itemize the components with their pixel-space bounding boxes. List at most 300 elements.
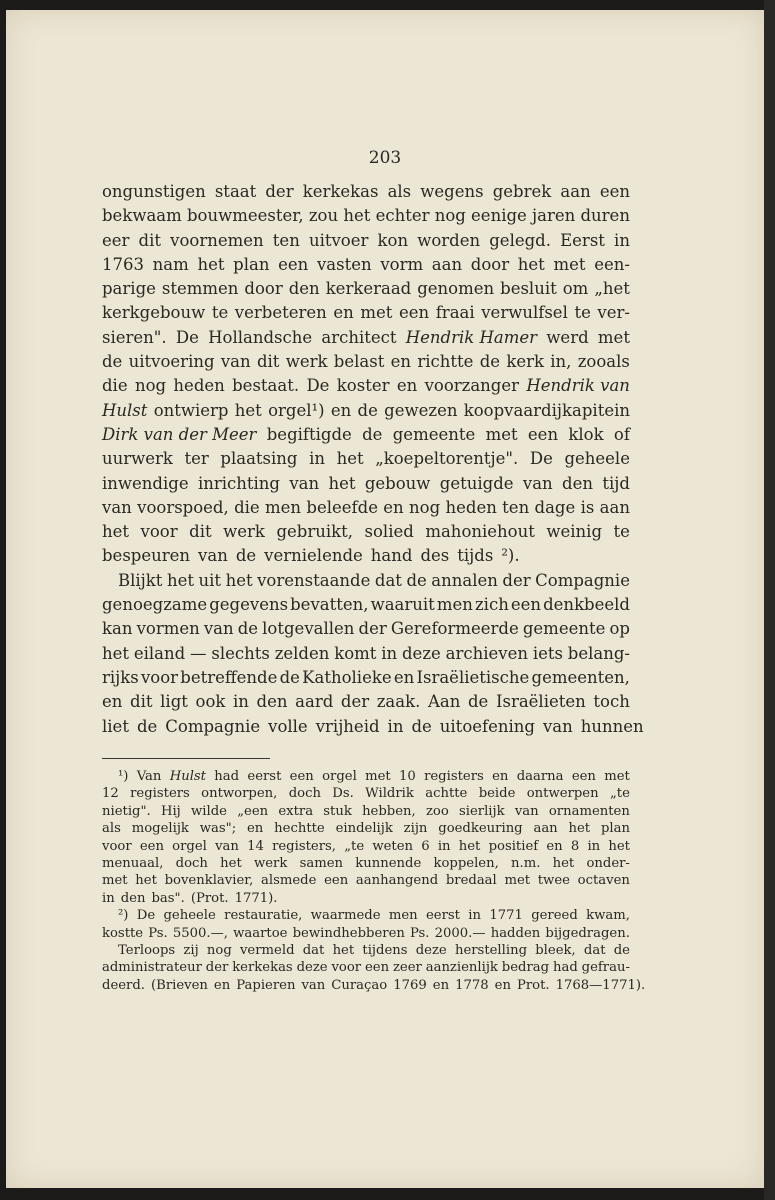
word: De — [306, 376, 330, 396]
word: volle — [268, 716, 308, 736]
word: nog — [409, 497, 441, 517]
word: slechts — [211, 643, 270, 663]
word: Hij — [160, 803, 181, 819]
word: deerd. — [102, 977, 145, 993]
word: dit — [130, 692, 153, 712]
word: zeer — [392, 960, 422, 976]
word: nam — [152, 254, 189, 274]
word: vorm — [380, 254, 424, 274]
word: jaren — [532, 206, 576, 226]
word: beleefde — [306, 497, 378, 517]
word: eer — [102, 230, 130, 250]
word: 10 — [399, 769, 416, 784]
word: voor — [331, 960, 362, 976]
word: gebouw — [364, 473, 431, 493]
word: het — [332, 942, 355, 958]
word: en — [393, 667, 415, 687]
word: koster — [336, 376, 390, 396]
word: koppelen, — [433, 855, 499, 871]
word: ²). — [501, 546, 520, 566]
word: besluit — [500, 279, 557, 299]
word: bas". — [151, 890, 185, 906]
word: eerst — [247, 769, 282, 784]
word: uit — [198, 570, 222, 590]
word: het — [343, 206, 371, 226]
footnote-rule — [102, 758, 270, 759]
word: verwulfsel — [481, 303, 568, 323]
text-line — [102, 277, 630, 301]
word: en — [396, 376, 418, 396]
word: der — [205, 960, 229, 976]
word: deze — [415, 942, 447, 958]
word: orgel¹) — [268, 400, 325, 420]
word: belast — [333, 352, 385, 372]
word: kunnende — [355, 855, 422, 871]
word: hand — [370, 546, 413, 566]
text-line — [102, 715, 644, 739]
word: ten — [502, 497, 530, 517]
word: het — [197, 254, 225, 274]
word: ook — [195, 692, 226, 712]
word: Terloops — [118, 942, 176, 958]
word: zich — [474, 595, 509, 615]
word: Israëlieten — [495, 692, 586, 712]
footnotes — [102, 768, 646, 994]
text-line — [102, 544, 630, 568]
word: ongunstigen — [102, 182, 206, 201]
word: plan — [600, 821, 630, 837]
word: belang- — [567, 643, 630, 663]
word: Aan — [427, 692, 461, 712]
word: 6 — [421, 838, 430, 854]
word: met — [553, 254, 586, 274]
word: de — [479, 352, 501, 372]
word: geheele — [163, 908, 216, 924]
word: De — [175, 327, 199, 347]
word: het — [608, 838, 630, 854]
word: de — [136, 716, 158, 736]
word: staat — [214, 182, 257, 201]
word: de — [362, 424, 383, 444]
word: waarmede — [310, 908, 381, 924]
word: „te — [344, 838, 365, 854]
word: met — [604, 769, 630, 784]
word: te — [211, 303, 229, 323]
word: duren — [580, 206, 630, 226]
word: te — [613, 522, 630, 542]
word: het — [166, 570, 194, 590]
word: verbeteren — [234, 303, 327, 323]
word: het — [220, 855, 242, 871]
word: en — [213, 977, 231, 993]
word: door — [244, 279, 283, 299]
word: als — [387, 182, 412, 201]
word: is — [580, 497, 595, 517]
word: een- — [594, 254, 630, 274]
text-line — [102, 472, 630, 496]
word: octaven — [577, 873, 630, 889]
word: die — [102, 376, 128, 396]
word: met — [365, 769, 391, 784]
footnote-line — [102, 803, 630, 820]
binding-edge — [764, 0, 775, 1200]
word: Hendrik Hamer — [405, 327, 538, 347]
word: de — [411, 716, 432, 736]
word: Ds. — [332, 786, 354, 802]
word: en — [546, 838, 563, 854]
word: aan — [560, 182, 591, 201]
word: uitvoer — [308, 230, 369, 250]
word: komt — [334, 643, 377, 663]
word: en — [494, 977, 511, 993]
text-line — [102, 204, 630, 228]
text-line — [102, 496, 630, 520]
word: een — [364, 960, 390, 976]
word: op — [609, 619, 630, 639]
word: om — [562, 279, 589, 299]
word: in — [102, 890, 115, 906]
word: van — [203, 619, 234, 639]
word: aan — [533, 821, 558, 837]
word: de — [468, 692, 489, 712]
word: kwam, — [586, 908, 630, 924]
word: in — [587, 838, 601, 854]
word: orgel — [322, 769, 357, 784]
word: genoegzame — [102, 595, 208, 615]
word: herstelling — [454, 942, 528, 958]
word: dat — [302, 942, 325, 958]
word: bespeuren — [102, 546, 191, 566]
word: den — [562, 473, 593, 493]
word: gegevens — [209, 595, 289, 615]
word: met — [360, 303, 393, 323]
text-line — [102, 447, 630, 471]
word: n.m. — [511, 855, 541, 871]
word: restauratie, — [224, 908, 303, 924]
word: van — [542, 716, 573, 736]
main-text — [102, 180, 644, 739]
word: Van — [136, 769, 162, 784]
word: onder- — [586, 855, 630, 871]
word: parige — [102, 279, 156, 299]
word: gemeente — [522, 619, 606, 639]
word: 2000.— — [434, 925, 486, 941]
word: worden — [417, 230, 481, 250]
word: die — [234, 497, 260, 517]
word: gelegd. — [489, 230, 551, 250]
word: koopvaardijkapitein — [463, 400, 630, 420]
word: in — [468, 908, 481, 924]
word: ontwerpen — [526, 786, 599, 802]
word: werd — [546, 327, 589, 347]
word: der — [340, 692, 370, 712]
footnote-line — [102, 768, 630, 785]
word: en — [432, 977, 450, 993]
word: geheele — [564, 449, 630, 469]
word: solied — [364, 522, 414, 542]
word: denkbeeld — [543, 595, 630, 615]
word: en — [390, 352, 412, 372]
word: alsmede — [261, 873, 317, 889]
word: Compagnie — [535, 570, 630, 590]
word: ornamenten — [548, 803, 630, 819]
word: het — [225, 570, 253, 590]
word: met — [102, 873, 128, 889]
word: 14 — [247, 838, 264, 854]
word: van — [522, 473, 553, 493]
word: 8 — [570, 838, 580, 854]
word: de — [279, 667, 300, 687]
word: gewezen — [384, 400, 458, 420]
word: de — [235, 546, 257, 566]
word: de — [406, 570, 427, 590]
word: wilde — [190, 803, 227, 819]
word: — — [190, 643, 207, 663]
word: gereed — [531, 908, 578, 924]
word: „koepeltorentje". — [375, 449, 519, 469]
word: ontworpen, — [201, 786, 278, 802]
text-line — [102, 642, 630, 666]
word: 5500.—, — [172, 925, 228, 941]
word: waaruit — [370, 595, 435, 615]
word: Curaçao — [331, 977, 388, 993]
word: gebruikt, — [276, 522, 353, 542]
text-line — [102, 301, 630, 325]
word: voor — [102, 838, 132, 854]
word: van — [289, 473, 320, 493]
word: en — [333, 303, 354, 323]
word: kostte — [102, 925, 144, 941]
word: heden — [445, 497, 497, 517]
footnote-line — [102, 977, 646, 994]
word: administrateur — [102, 960, 202, 976]
word: richtte — [417, 352, 474, 372]
word: vernielende — [264, 546, 363, 566]
word: het — [135, 873, 157, 889]
word: deze — [402, 643, 441, 663]
text-line — [102, 520, 630, 544]
word: van — [301, 977, 326, 993]
word: den — [256, 692, 288, 712]
word: liet — [102, 716, 129, 736]
text-line — [102, 617, 630, 641]
footnote-line — [102, 890, 630, 907]
word: zoo — [425, 803, 449, 819]
word: den — [120, 890, 146, 906]
word: van — [102, 497, 132, 517]
word: in — [309, 449, 325, 469]
word: in — [387, 716, 404, 736]
word: Compagnie — [165, 716, 261, 736]
word: hadden — [490, 925, 541, 941]
word: werk — [285, 352, 328, 372]
word: „te — [609, 786, 630, 802]
word: zaak. — [376, 692, 421, 712]
word: genomen — [417, 279, 495, 299]
word: weinig — [546, 522, 603, 542]
word: (Brieven — [151, 977, 208, 993]
word: plan — [233, 254, 270, 274]
word: het — [102, 643, 130, 663]
word: Katholieke — [302, 667, 392, 687]
footnote-line — [102, 838, 630, 855]
word: Hollandsche — [208, 327, 313, 347]
word: Hulst — [169, 769, 206, 784]
footnote-line — [102, 925, 630, 942]
word: toch — [593, 692, 630, 712]
word: gefrau- — [581, 960, 630, 976]
word: sierlijk — [459, 803, 505, 819]
word: de — [613, 942, 630, 958]
word: ver- — [597, 303, 630, 323]
word: ontwierp — [153, 400, 229, 420]
word: registers — [130, 786, 190, 802]
word: rijks — [102, 667, 139, 687]
word: dat — [374, 570, 402, 590]
text-line — [102, 180, 630, 204]
word: eenige — [471, 206, 527, 226]
word: der — [358, 619, 387, 639]
word: werk — [223, 522, 265, 542]
word: in — [381, 643, 398, 663]
word: het — [234, 400, 262, 420]
word: fraai — [435, 303, 475, 323]
word: het — [328, 473, 356, 493]
word: uitvoering — [128, 352, 215, 372]
word: heden — [173, 376, 225, 396]
word: de — [357, 400, 378, 420]
word: het — [458, 838, 481, 854]
word: kerkekas — [302, 182, 379, 201]
word: voorspoed, — [137, 497, 229, 517]
word: wegens — [420, 182, 484, 201]
text-line — [102, 229, 630, 253]
text-line — [102, 374, 630, 398]
word: ten — [272, 230, 300, 250]
word: ter — [184, 449, 209, 469]
word: en — [383, 497, 404, 517]
word: 1769 — [393, 977, 427, 993]
word: der — [502, 570, 531, 590]
word: iets — [532, 643, 563, 663]
word: gebrek — [492, 182, 552, 201]
word: eindelijk — [335, 821, 393, 837]
word: eiland — [133, 643, 186, 663]
word: vermeld — [239, 942, 295, 958]
word: kerk — [506, 352, 544, 372]
word: van — [514, 803, 539, 819]
word: De — [529, 449, 553, 469]
word: een — [510, 595, 542, 615]
word: echter — [375, 206, 430, 226]
word: door — [470, 254, 510, 274]
word: vrijheid — [315, 716, 380, 736]
word: weten — [372, 838, 414, 854]
word: men — [436, 595, 473, 615]
word: 1768—1771). — [555, 977, 646, 993]
word: en — [247, 821, 264, 837]
word: vorenstaande — [257, 570, 371, 590]
text-line — [102, 690, 630, 714]
word: had — [214, 769, 240, 784]
word: Dirk van der Meer — [102, 424, 257, 444]
footnote-line — [102, 942, 630, 959]
word: begiftigde — [266, 424, 352, 444]
word: het — [568, 821, 591, 837]
word: goedkeuring — [438, 821, 523, 837]
word: eerst — [425, 908, 460, 924]
word: 1771 — [489, 908, 523, 924]
word: deze — [296, 960, 328, 976]
word: annalen — [431, 570, 498, 590]
word: Blijkt — [118, 570, 163, 590]
word: bedrag — [501, 960, 550, 976]
word: 1778 — [455, 977, 489, 993]
word: hechtte — [274, 821, 325, 837]
word: bouwmeester, — [187, 206, 304, 226]
word: inrichting — [197, 473, 280, 493]
word: een — [139, 838, 164, 854]
word: met — [597, 327, 630, 347]
footnote-line — [102, 820, 630, 837]
word: ¹) — [118, 769, 129, 784]
word: Israëlietische — [416, 667, 530, 687]
footnote-line — [102, 907, 630, 924]
word: des — [420, 546, 450, 566]
word: 1771). — [234, 890, 278, 906]
word: den — [288, 279, 320, 299]
word: een — [571, 769, 596, 784]
word: aanhangend — [355, 873, 439, 889]
word: registers, — [272, 838, 336, 854]
word: men — [265, 497, 302, 517]
word: hebben, — [362, 803, 416, 819]
word: menuaal, — [102, 855, 164, 871]
word: daarna — [516, 769, 564, 784]
word: der — [265, 182, 294, 201]
word: bestaat. — [232, 376, 300, 396]
word: van — [220, 352, 251, 372]
word: voornemen — [170, 230, 264, 250]
word: de — [102, 352, 123, 372]
word: De — [136, 908, 156, 924]
word: een — [599, 182, 630, 201]
word: een — [324, 873, 349, 889]
text-line — [102, 593, 630, 617]
word: „het — [594, 279, 630, 299]
word: bewindhebberen — [292, 925, 405, 941]
word: een — [278, 254, 309, 274]
word: mahoniehout — [425, 522, 535, 542]
word: gemeente — [392, 424, 476, 444]
word: in, — [550, 352, 572, 372]
word: kerkgebouw — [102, 303, 206, 323]
word: achtte — [425, 786, 468, 802]
word: stuk — [323, 803, 352, 819]
word: zooals — [577, 352, 630, 372]
word: en — [492, 769, 509, 784]
word: kon — [377, 230, 409, 250]
word: van — [198, 546, 228, 566]
word: (Prot. — [190, 890, 229, 906]
word: inwendige — [102, 473, 189, 493]
word: nog — [206, 942, 232, 958]
text-line — [102, 326, 630, 350]
word: kerkeraad — [325, 279, 412, 299]
text-line — [102, 350, 630, 374]
word: getuigde — [439, 473, 514, 493]
word: zelden — [274, 643, 330, 663]
